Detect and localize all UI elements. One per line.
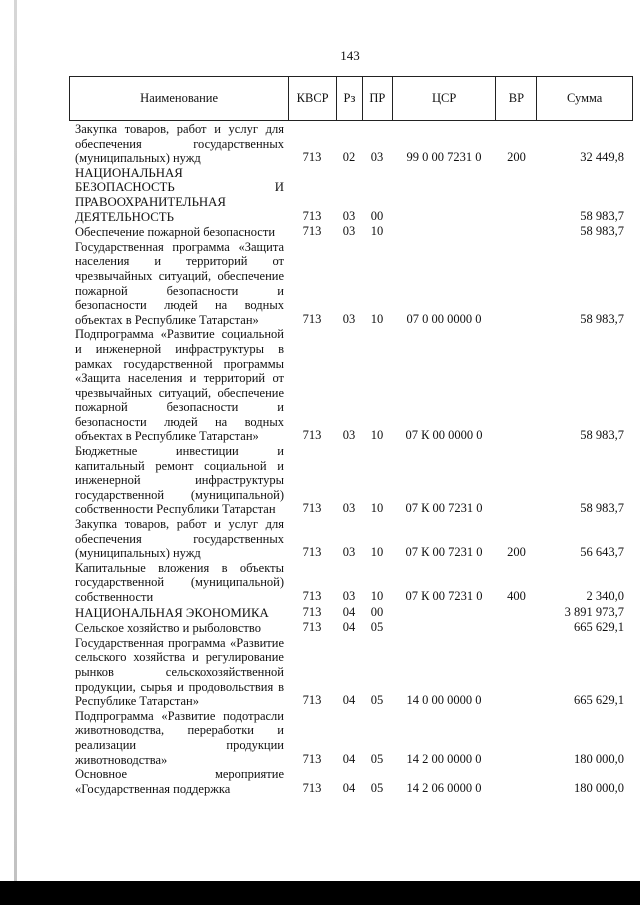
row-csr	[392, 223, 496, 224]
row-sum: 58 983,7	[580, 501, 624, 516]
row-kvsr: 713	[302, 604, 322, 619]
row-kvsr: 713	[302, 428, 322, 443]
table-row	[69, 444, 633, 517]
row-name: Закупка товаров, работ и услуг для обеспечения государственных (муниципальных) нужд	[75, 517, 284, 561]
row-sum: 2 340,0	[586, 589, 624, 603]
row-vr	[496, 239, 537, 240]
row-pr: 10	[370, 545, 384, 560]
row-name: Сельское хозяйство и рыболовство	[75, 621, 261, 636]
row-name: Обеспечение пожарной безопасности	[75, 225, 276, 240]
row-sum: 3 891 973,7	[564, 604, 624, 619]
row-vr	[496, 708, 537, 709]
row-sum: 58 983,7	[580, 224, 624, 239]
table-row	[69, 620, 633, 636]
row-rz: 04	[342, 620, 356, 635]
row-name: Капитальные вложения в объекты государственной (муниципальной) собственности	[75, 560, 284, 604]
row-rz: 03	[342, 589, 356, 603]
row-name: Государственная программа «Развитие сельского хозяйства и регулирование рынков сельскохозяйственной продукции, сырья и продовольствия в Республике Татарстан»	[75, 635, 284, 709]
row-pr: 10	[370, 501, 384, 516]
row-name: НАЦИОНАЛЬНАЯ ЭКОНОМИКА	[75, 605, 269, 620]
row-rz: 03	[342, 501, 356, 516]
row-csr	[392, 635, 496, 636]
row-pr: 00	[370, 604, 384, 619]
row-csr: 07 0 00 0000 0	[406, 311, 482, 326]
row-name: Подпрограмма «Развитие социальной и инженерной инфраструктуры в рамках государственной программы «Защита населения и территорий от чрезвычайных ситуаций, обеспечение пожарной безопасности и безопасности людей на водных объектах в Республике Татарстан»	[75, 327, 284, 444]
row-kvsr: 713	[302, 208, 322, 223]
table-row	[69, 605, 633, 621]
header-csr: ЦСР	[392, 77, 496, 120]
row-vr: 200	[507, 150, 526, 165]
header-vr: ВР	[495, 77, 536, 120]
row-name: НАЦИОНАЛЬНАЯ БЕЗОПАСНОСТЬ И ПРАВООХРАНИТЕЛЬНАЯ ДЕЯТЕЛЬНОСТЬ	[75, 165, 284, 224]
row-csr: 14 0 00 0000 0	[406, 693, 482, 708]
row-csr: 07 К 00 0000 0	[405, 428, 483, 443]
table-row	[69, 561, 633, 605]
row-sum: 665 629,1	[574, 620, 624, 635]
row-vr: 400	[507, 589, 526, 603]
row-sum: 32 449,8	[580, 150, 624, 165]
row-vr	[496, 795, 537, 796]
table-row	[69, 636, 633, 709]
row-csr: 07 К 00 7231 0	[405, 501, 483, 516]
row-pr: 10	[370, 224, 384, 239]
row-name: Основное мероприятие «Государственная поддержка	[75, 767, 284, 796]
table-row	[69, 224, 633, 240]
row-name: Подпрограмма «Развитие подотрасли животноводства, переработки и реализации продукции животноводства»	[75, 708, 284, 767]
header-pr: ПР	[362, 77, 392, 120]
row-sum: 58 983,7	[580, 311, 624, 326]
row-pr: 10	[370, 311, 384, 326]
row-kvsr: 713	[302, 545, 322, 560]
row-rz: 03	[342, 224, 356, 239]
row-pr: 05	[370, 693, 384, 708]
header-name: Наименование	[140, 91, 219, 105]
row-kvsr: 713	[302, 501, 322, 516]
row-csr: 07 К 00 7231 0	[405, 589, 483, 603]
table-body	[69, 122, 633, 796]
row-sum: 180 000,0	[574, 780, 624, 795]
table-row	[69, 166, 633, 224]
row-sum: 665 629,1	[574, 693, 624, 708]
row-vr: 200	[507, 545, 526, 560]
row-rz: 04	[342, 751, 356, 766]
row-csr: 07 К 00 7231 0	[405, 545, 483, 560]
row-vr	[496, 443, 537, 444]
table-row	[69, 517, 633, 561]
row-rz: 03	[342, 311, 356, 326]
row-rz: 03	[342, 208, 356, 223]
row-rz: 04	[342, 604, 356, 619]
row-kvsr: 713	[302, 224, 322, 239]
row-pr: 05	[370, 751, 384, 766]
table-row	[69, 122, 633, 166]
table-row	[69, 767, 633, 796]
row-sum: 180 000,0	[574, 751, 624, 766]
row-kvsr: 713	[302, 150, 322, 165]
row-name: Государственная программа «Защита населения и территорий от чрезвычайных ситуаций, обеспечение пожарной безопасности и безопасности людей на водных объектах в Республике Татарстан»	[75, 239, 284, 327]
row-kvsr: 713	[302, 751, 322, 766]
row-rz: 04	[342, 693, 356, 708]
table-row	[69, 327, 633, 444]
row-pr: 10	[370, 589, 384, 603]
row-sum: 58 983,7	[580, 428, 624, 443]
row-rz: 03	[342, 428, 356, 443]
row-vr	[496, 619, 537, 620]
row-kvsr: 713	[302, 311, 322, 326]
scan-bottom-border	[0, 881, 640, 905]
row-kvsr: 713	[302, 589, 322, 603]
row-csr	[392, 239, 496, 240]
row-sum: 56 643,7	[580, 545, 624, 560]
row-name: Бюджетные инвестиции и капитальный ремонт социальной и инженерной инфраструктуры государственной (муниципальной) собственности Республики Татарстан	[75, 444, 284, 517]
row-pr: 05	[370, 620, 384, 635]
row-pr: 00	[370, 208, 384, 223]
row-vr	[496, 223, 537, 224]
row-rz: 03	[342, 545, 356, 560]
row-csr: 99 0 00 7231 0	[406, 150, 482, 165]
row-kvsr: 713	[302, 620, 322, 635]
row-rz: 04	[342, 780, 356, 795]
row-vr	[496, 516, 537, 517]
header-sum: Сумма	[536, 77, 632, 120]
row-csr: 14 2 00 0000 0	[406, 751, 482, 766]
row-pr: 03	[370, 150, 384, 165]
row-pr: 10	[370, 428, 384, 443]
row-sum: 58 983,7	[580, 208, 624, 223]
table-row	[69, 709, 633, 767]
scan-edge-shadow	[14, 0, 17, 881]
row-vr	[496, 766, 537, 767]
row-csr: 14 2 06 0000 0	[406, 780, 482, 795]
page-number: 143	[340, 48, 360, 63]
row-kvsr: 713	[302, 693, 322, 708]
row-csr	[392, 619, 496, 620]
table-row	[69, 240, 633, 328]
row-vr	[496, 326, 537, 327]
row-kvsr: 713	[302, 780, 322, 795]
row-name: Закупка товаров, работ и услуг для обеспечения государственных (муниципальных) нужд	[75, 122, 284, 166]
table-header	[69, 76, 633, 121]
header-rz: Рз	[336, 77, 362, 120]
row-pr: 05	[370, 780, 384, 795]
header-kvsr: КВСР	[288, 77, 336, 120]
row-vr	[496, 635, 537, 636]
row-rz: 02	[342, 150, 356, 165]
